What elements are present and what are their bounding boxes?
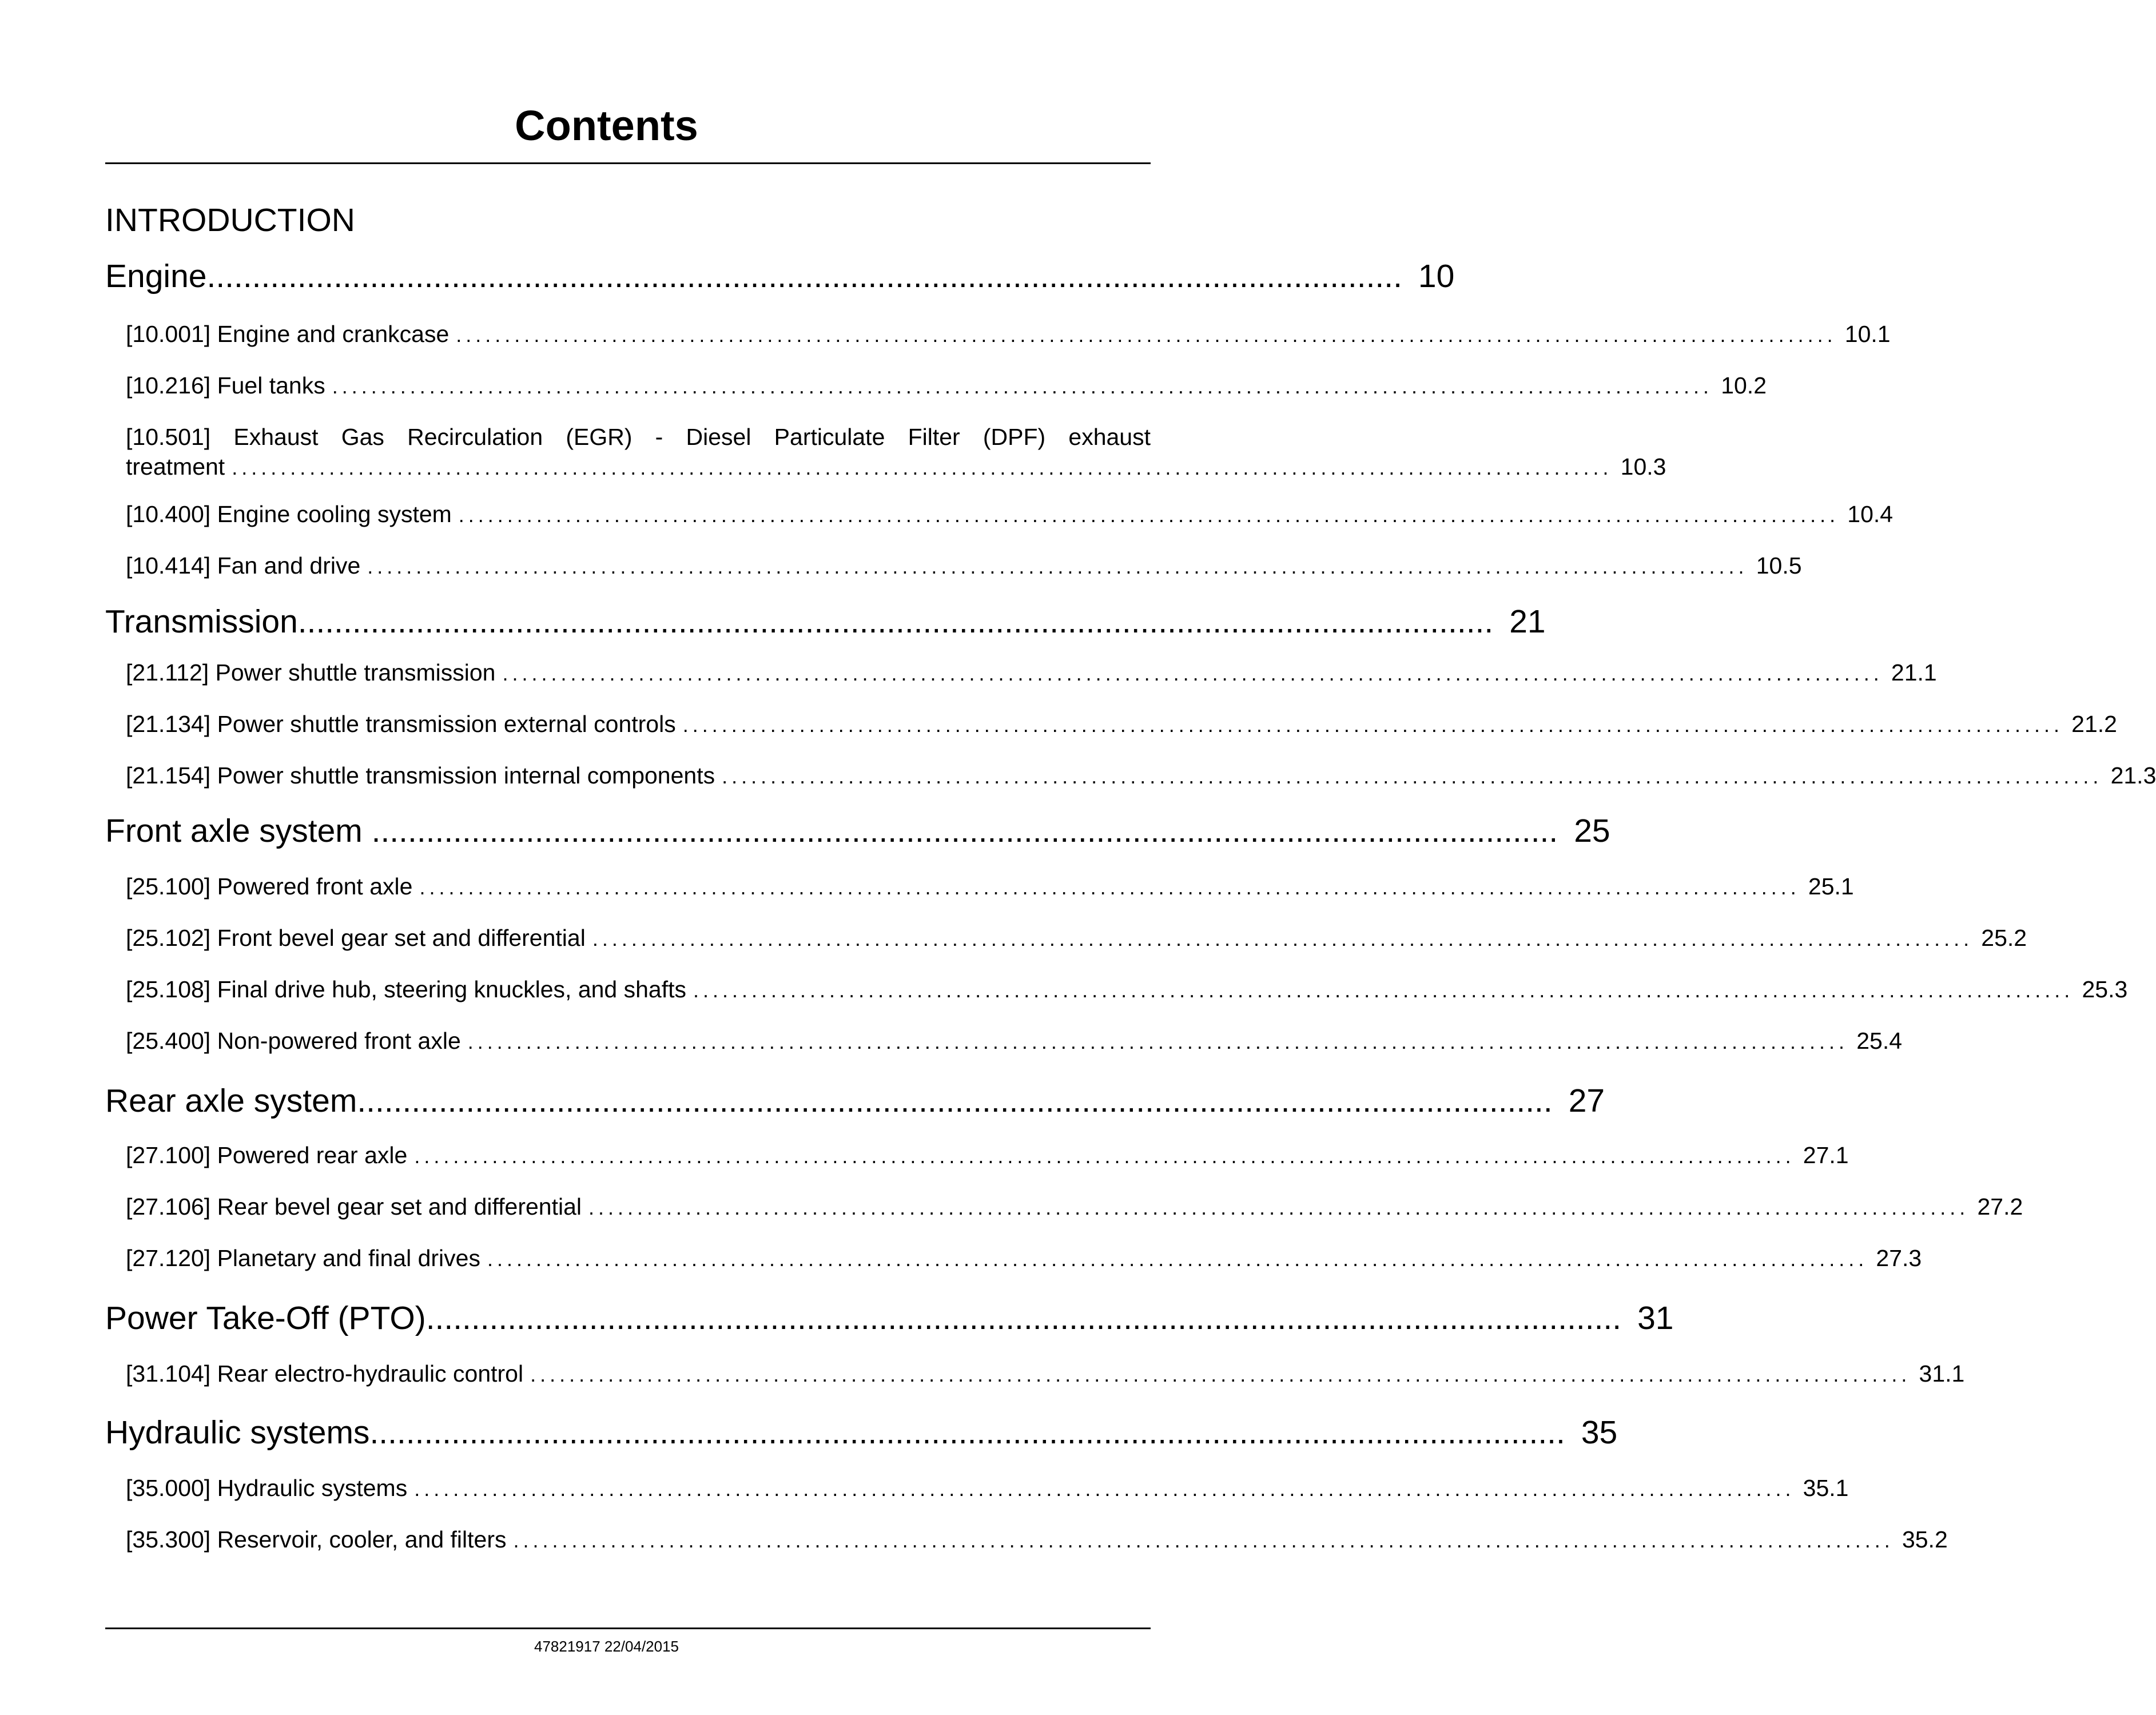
toc-section-25-100[interactable]	[126, 872, 1854, 902]
dot-leader: ..............................................................................................................................................	[502, 662, 1883, 685]
dot-leader: ....................................................................................................................................	[206, 258, 1402, 295]
section-page-number: 35.2	[1902, 1526, 1948, 1553]
dot-leader: ..............................................................................................................................................	[414, 1477, 1795, 1501]
section-page-number: 27.3	[1876, 1245, 1922, 1271]
section-label: [25.102] Front bevel gear set and differential	[126, 925, 586, 951]
dot-leader: ....................................................................................................................................	[369, 1414, 1565, 1451]
section-page-number: 25.4	[1856, 1028, 1903, 1054]
chapter-page-number: 31	[1637, 1300, 1674, 1336]
section-page-number: 31.1	[1919, 1360, 1965, 1387]
dot-leader: ..............................................................................................................................................	[367, 555, 1748, 578]
section-label: [25.400] Non-powered front axle	[126, 1028, 461, 1054]
chapter-page-number: 25	[1574, 813, 1610, 849]
dot-leader: ..............................................................................................................................................	[592, 927, 1974, 950]
section-page-number: 21.3	[2110, 762, 2156, 789]
toc-chapter-front-axle-system[interactable]	[105, 811, 1610, 851]
chapter-page-number: 35	[1581, 1414, 1618, 1451]
section-page-number: 10.5	[1756, 552, 1802, 579]
toc-section-21-134[interactable]	[126, 709, 2117, 740]
toc-chapter-hydraulic-systems[interactable]	[105, 1412, 1618, 1453]
toc-section-10-001[interactable]	[126, 319, 1891, 350]
section-page-number: 10.1	[1844, 321, 1891, 347]
toc-chapter-power-take-off[interactable]	[105, 1298, 1674, 1338]
toc-section-31-104[interactable]	[126, 1359, 1965, 1390]
toc-section-25-400[interactable]	[126, 1026, 1903, 1057]
chapter-label: Front axle system	[105, 813, 363, 849]
section-label: [10.400] Engine cooling system	[126, 501, 452, 527]
section-page-number: 25.1	[1808, 873, 1854, 900]
chapter-label: Transmission	[105, 603, 298, 640]
dot-leader: ..............................................................................................................................................	[458, 503, 1840, 527]
dot-leader: ..............................................................................................................................................	[588, 1196, 1970, 1219]
dot-leader: ....................................................................................................................................	[425, 1300, 1622, 1336]
footer-divider	[105, 1628, 1151, 1629]
toc-chapter-transmission[interactable]	[105, 602, 1546, 642]
dot-leader: ..............................................................................................................................................	[693, 978, 2074, 1002]
section-label: [21.154] Power shuttle transmission internal components	[126, 762, 715, 789]
chapter-page-number: 21	[1509, 603, 1546, 640]
section-label: [21.112] Power shuttle transmission	[126, 659, 496, 686]
section-page-number: 10.3	[1620, 453, 1666, 480]
section-label-line2: treatment	[126, 453, 225, 480]
section-label: [27.106] Rear bevel gear set and differential	[126, 1193, 582, 1220]
title-divider	[105, 162, 1151, 164]
toc-section-25-102[interactable]	[126, 923, 2027, 954]
section-label: [35.000] Hydraulic systems	[126, 1475, 408, 1501]
toc-section-27-100[interactable]	[126, 1140, 1849, 1171]
chapter-label: Rear axle system	[105, 1083, 357, 1119]
section-page-number: 27.2	[1977, 1193, 2023, 1220]
dot-leader: ..............................................................................................................................................	[332, 375, 1713, 398]
dot-leader: ....................................................................................................................................	[297, 603, 1494, 640]
dot-leader: ..............................................................................................................................................	[722, 765, 2103, 788]
dot-leader: ..............................................................................................................................................	[419, 876, 1800, 899]
section-label: [10.216] Fuel tanks	[126, 372, 325, 399]
chapter-page-number: 10	[1418, 258, 1455, 295]
dot-leader: ..............................................................................................................................................	[414, 1144, 1795, 1168]
section-label: [27.100] Powered rear axle	[126, 1142, 408, 1168]
section-label: [21.134] Power shuttle transmission external controls	[126, 711, 676, 737]
section-label-line1: [10.501] Exhaust Gas Recirculation (EGR) - Diesel Particulate Filter (DPF) exhaust	[126, 424, 1151, 450]
section-page-number: 10.2	[1721, 372, 1767, 399]
dot-leader: ..............................................................................................................................................	[467, 1030, 1849, 1053]
toc-section-10-414[interactable]	[126, 551, 1802, 582]
section-label: [25.108] Final drive hub, steering knuckles, and shafts	[126, 976, 687, 1002]
toc-section-35-000[interactable]	[126, 1473, 1849, 1504]
toc-section-27-120[interactable]	[126, 1243, 1922, 1274]
toc-section-10-400[interactable]	[126, 499, 1894, 530]
dot-leader: ..............................................................................................................................................	[530, 1363, 1911, 1386]
toc-section-21-112[interactable]	[126, 658, 1937, 689]
toc-section-27-106[interactable]	[126, 1192, 2023, 1223]
section-label: [25.100] Powered front axle	[126, 873, 413, 900]
section-label: [10.414] Fan and drive	[126, 552, 361, 579]
section-label: [31.104] Rear electro-hydraulic control	[126, 1360, 524, 1387]
dot-leader: ...................................................................................................................................	[362, 813, 1558, 849]
toc-section-35-300[interactable]	[126, 1525, 1948, 1555]
dot-leader: ..............................................................................................................................................	[456, 323, 1837, 347]
section-page-number: 35.1	[1803, 1475, 1849, 1501]
section-page-number: 10.4	[1847, 501, 1894, 527]
toc-chapter-rear-axle-system[interactable]	[105, 1081, 1605, 1121]
chapter-label: Engine	[105, 258, 207, 295]
toc-section-10-501[interactable]	[126, 422, 1666, 483]
section-page-number: 21.1	[1891, 659, 1937, 686]
toc-section-25-108[interactable]	[126, 974, 2128, 1005]
section-label: [10.001] Engine and crankcase	[126, 321, 450, 347]
toc-section-10-216[interactable]	[126, 371, 1767, 401]
chapter-label: Hydraulic systems	[105, 1414, 370, 1451]
dot-leader: ....................................................................................................................................	[357, 1083, 1553, 1119]
dot-leader: ..............................................................................................................................................	[232, 456, 1613, 479]
section-label: [27.120] Planetary and final drives	[126, 1245, 480, 1271]
section-page-number: 25.2	[1981, 925, 2027, 951]
section-page-number: 25.3	[2082, 976, 2128, 1002]
toc-section-21-154[interactable]	[126, 761, 2156, 791]
page-title: Contents	[515, 102, 698, 149]
section-label: [35.300] Reservoir, cooler, and filters	[126, 1526, 507, 1553]
toc-chapter-engine[interactable]	[105, 256, 1455, 296]
section-page-number: 21.2	[2071, 711, 2117, 737]
chapter-page-number: 27	[1568, 1083, 1605, 1119]
chapter-label: Power Take-Off (PTO)	[105, 1300, 426, 1336]
dot-leader: ..............................................................................................................................................	[682, 713, 2063, 737]
dot-leader: ..............................................................................................................................................	[487, 1247, 1868, 1271]
footer-document-id: 47821917 22/04/2015	[534, 1638, 679, 1655]
section-page-number: 27.1	[1803, 1142, 1849, 1168]
introduction-heading[interactable]: INTRODUCTION	[105, 202, 355, 238]
dot-leader: ..............................................................................................................................................	[513, 1529, 1894, 1552]
